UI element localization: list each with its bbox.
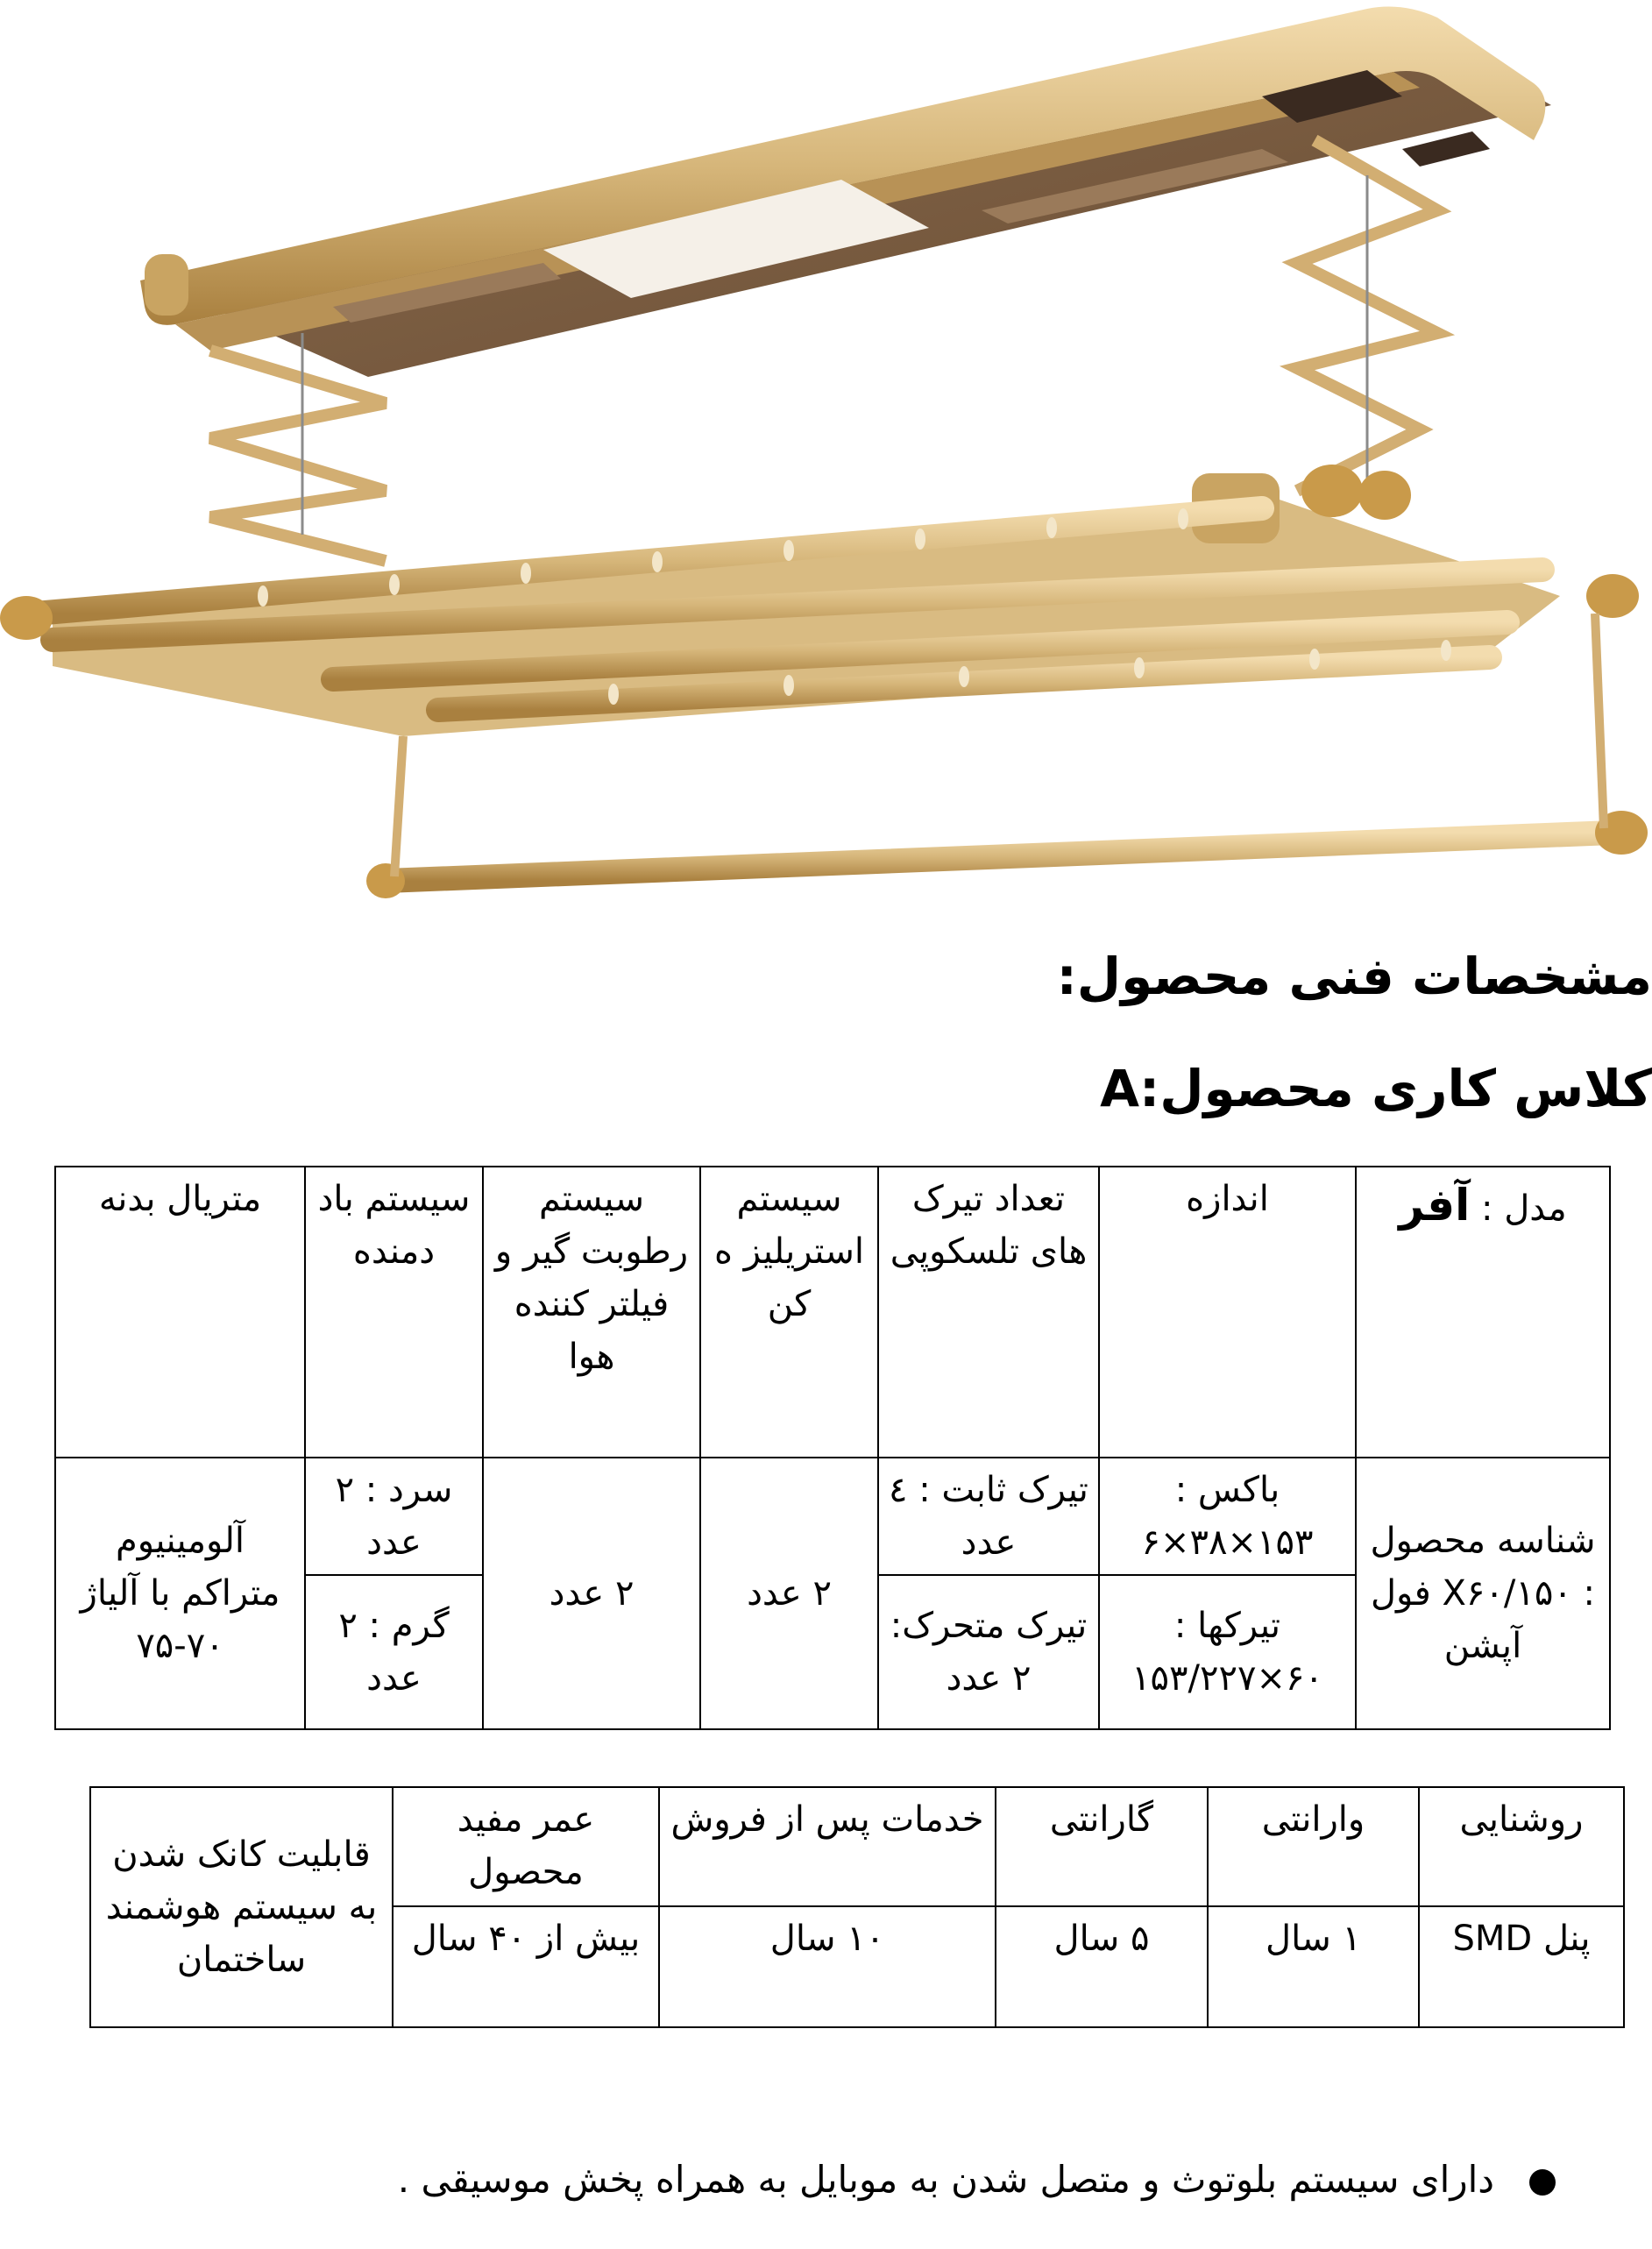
class-heading: کلاس کاری محصول:A xyxy=(1100,1059,1652,1118)
lighting-value: پنل SMD xyxy=(1419,1906,1624,2027)
bullet-text: دارای سیستم بلوتوث و متصل شدن به موبایل به همراه پخش موسیقی . xyxy=(397,2158,1494,2201)
sterilizer-count: ۲ عدد xyxy=(700,1458,878,1729)
fixed-rods: تیرک ثابت : ٤ عدد xyxy=(878,1458,1099,1575)
model-prefix: مدل : xyxy=(1481,1188,1567,1229)
material-value: آلومینیوم متراکم با آلیاژ ۷۰-۷۵ xyxy=(55,1458,305,1729)
header-rods-count: تعداد تیرک های تلسکوپی xyxy=(878,1167,1099,1458)
product-id: شناسه محصول : ۱۵۰/X۶۰ فول آپشن xyxy=(1356,1458,1610,1729)
header-model xyxy=(1356,1167,1610,1458)
ceiling-box xyxy=(140,7,1551,377)
header-sterilizer: سیستم استریلیز ه کن xyxy=(700,1167,878,1458)
moving-rods: تیرک متحرک: ۲ عدد xyxy=(878,1575,1099,1729)
bullet-item xyxy=(398,2158,1556,2201)
header-lifetime: عمر مفید محصول xyxy=(393,1787,659,1906)
dehumidifier-count: ۲ عدد xyxy=(483,1458,700,1729)
header-size: اندازه xyxy=(1099,1167,1356,1458)
bullet-dot-icon xyxy=(1529,2169,1556,2196)
blower-hot: گرم : ۲ عدد xyxy=(305,1575,483,1729)
box-size: باکس : ۱۵۳×۳۸×۶ xyxy=(1099,1458,1356,1575)
after-sales-value: ۱۰ سال xyxy=(659,1906,996,2027)
spec-heading: مشخصات فنی محصول: xyxy=(1056,947,1652,1006)
header-blower: سیستم باد دمنده xyxy=(305,1167,483,1458)
header-after-sales: خدمات پس از فروش xyxy=(659,1787,996,1906)
smart-building: قابلیت کانک شدن به سیستم هوشمند ساختمان xyxy=(90,1787,393,2027)
blower-cold: سرد : ۲ عدد xyxy=(305,1458,483,1575)
service-table xyxy=(89,1786,1625,2028)
lifetime-value: بیش از ۴۰ سال xyxy=(393,1906,659,2027)
warranty-value: ۱ سال xyxy=(1208,1906,1419,2027)
product-image xyxy=(0,0,1652,912)
header-warranty: وارانتی xyxy=(1208,1787,1419,1906)
header-lighting: روشنایی xyxy=(1419,1787,1624,1906)
rods-size: تیرکها : ۶۰×۱۵۳/۲۲۷ xyxy=(1099,1575,1356,1729)
header-material: متریال بدنه xyxy=(55,1167,305,1458)
spec-table xyxy=(54,1166,1611,1730)
guarantee-value: ۵ سال xyxy=(996,1906,1208,2027)
header-guarantee: گارانتی xyxy=(996,1787,1208,1906)
header-dehumidifier: سیستم رطوبت گیر و فیلتر کننده هوا xyxy=(483,1167,700,1458)
scissor-arm-right xyxy=(1297,140,1437,491)
model-name: آفر xyxy=(1399,1180,1471,1231)
